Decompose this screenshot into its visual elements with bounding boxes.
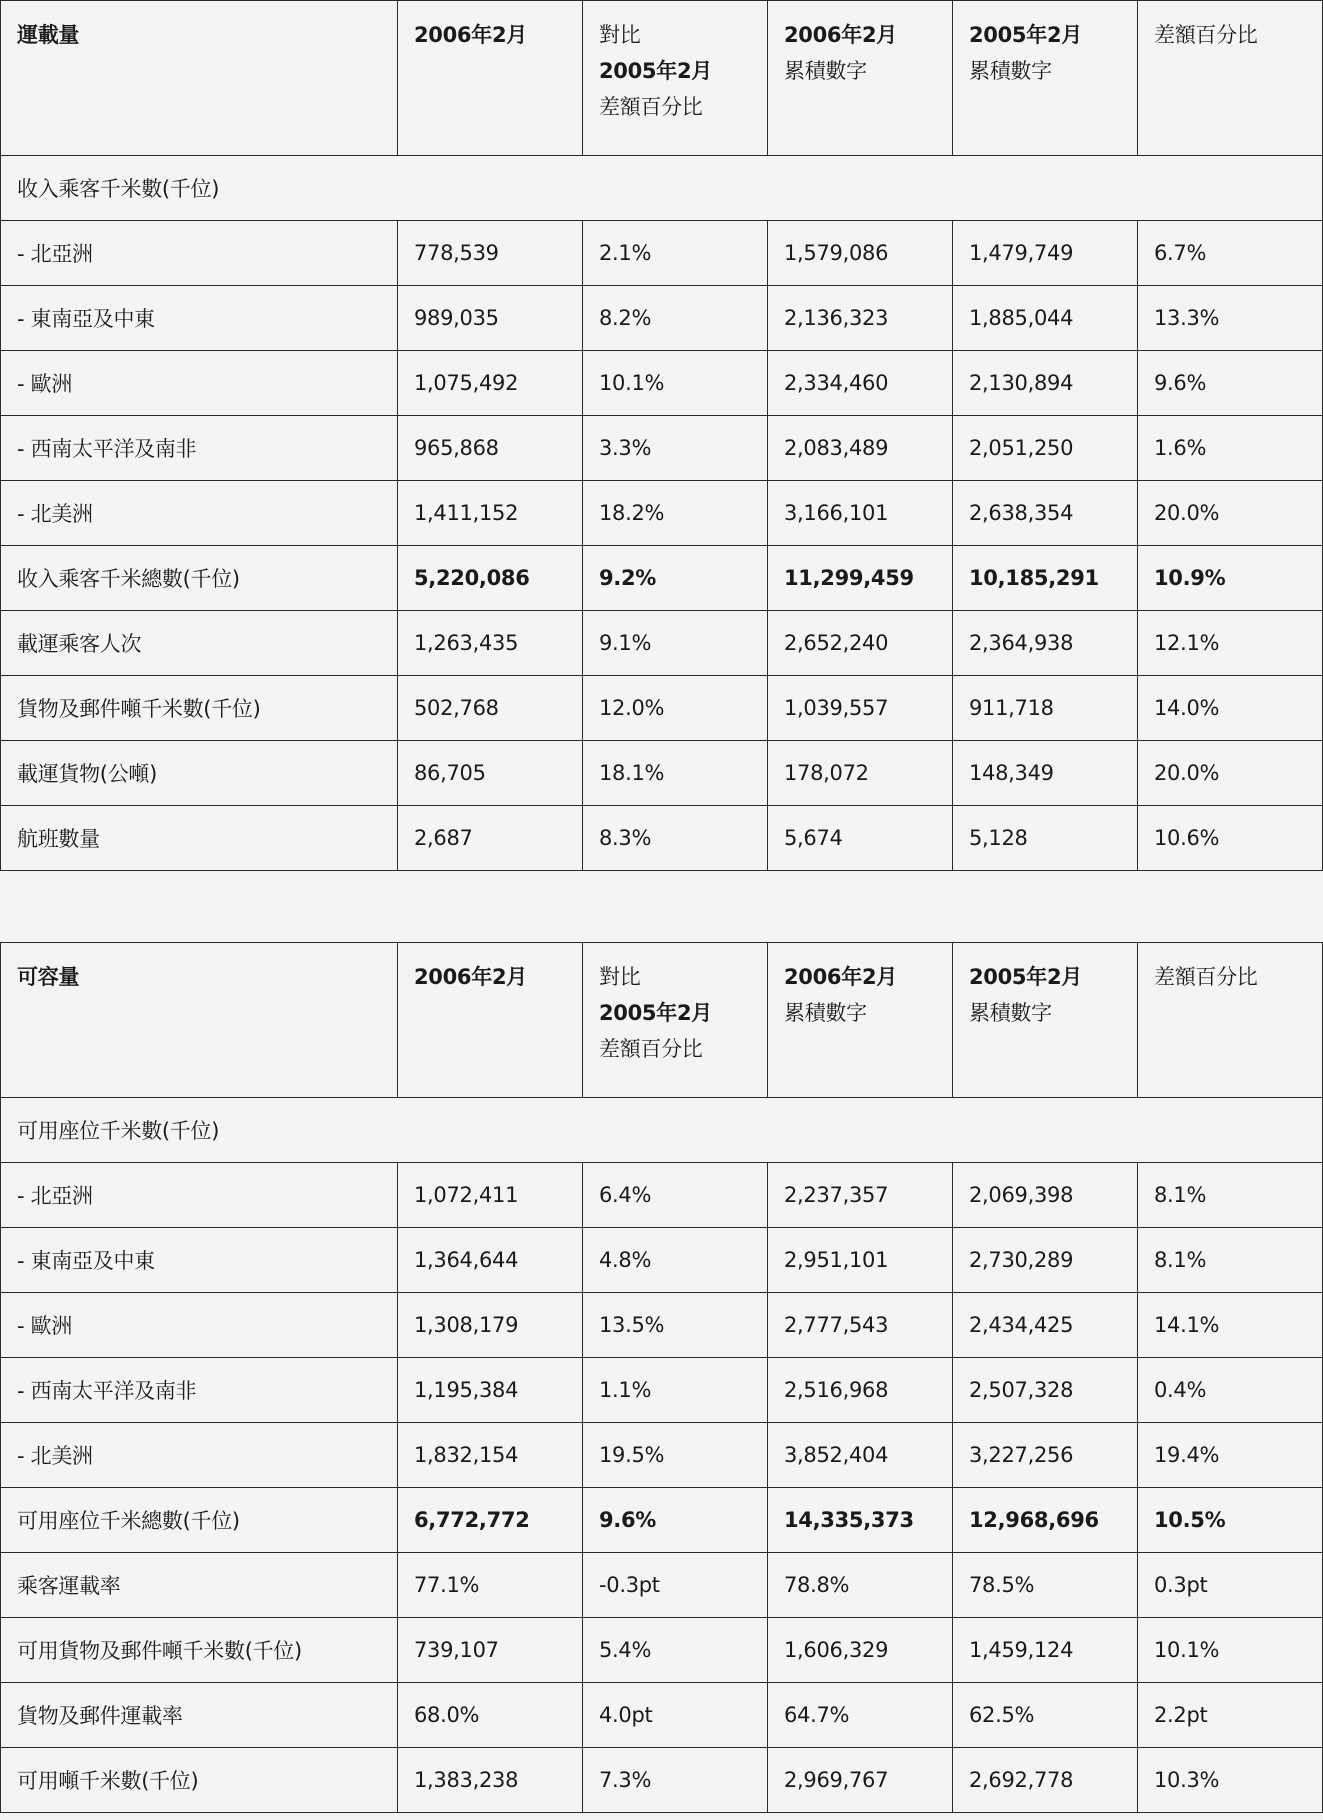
header-col2 <box>583 1 768 156</box>
row-label: 乘客運載率 <box>1 1553 398 1618</box>
header-line: 2006年2月 <box>784 23 897 47</box>
row-value: 3,166,101 <box>768 481 953 546</box>
row-value: 2,730,289 <box>953 1228 1138 1293</box>
header-line: 2006年2月 <box>784 965 897 989</box>
header-line: 2005年2月 <box>599 1001 712 1025</box>
table-row <box>1 1553 1323 1618</box>
row-value: 1,885,044 <box>953 286 1138 351</box>
header-label: 運載量 <box>1 1 398 156</box>
row-value: 6.4% <box>583 1163 768 1228</box>
table-row <box>1 741 1323 806</box>
row-value: 2,687 <box>398 806 583 871</box>
row-label: - 歐洲 <box>1 351 398 416</box>
header-line: 累積數字 <box>969 59 1052 83</box>
row-value: 5,220,086 <box>398 546 583 611</box>
row-value: -0.3pt <box>583 1553 768 1618</box>
row-value: 911,718 <box>953 676 1138 741</box>
row-value: 10.9% <box>1138 546 1323 611</box>
header-line: 差額百分比 <box>599 1037 703 1061</box>
row-label: 可用座位千米總數(千位) <box>1 1488 398 1553</box>
row-label: 載運乘客人次 <box>1 611 398 676</box>
header-col1: 2006年2月 <box>398 1 583 156</box>
row-value: 14.0% <box>1138 676 1323 741</box>
table-row <box>1 416 1323 481</box>
row-label: 貨物及郵件運載率 <box>1 1683 398 1748</box>
row-value: 10.6% <box>1138 806 1323 871</box>
row-value: 5.4% <box>583 1618 768 1683</box>
row-value: 1,832,154 <box>398 1423 583 1488</box>
table-row <box>1 1488 1323 1553</box>
header-col2 <box>583 943 768 1098</box>
row-value: 1,075,492 <box>398 351 583 416</box>
row-value: 12,968,696 <box>953 1488 1138 1553</box>
header-col4 <box>953 1 1138 156</box>
table-row <box>1 1228 1323 1293</box>
row-value: 62.5% <box>953 1683 1138 1748</box>
row-value: 10.1% <box>583 351 768 416</box>
row-label: 載運貨物(公噸) <box>1 741 398 806</box>
row-value: 2,083,489 <box>768 416 953 481</box>
row-value: 64.7% <box>768 1683 953 1748</box>
header-col3 <box>768 1 953 156</box>
header-line: 差額百分比 <box>599 95 703 119</box>
row-value: 7.3% <box>583 1748 768 1813</box>
row-value: 2,237,357 <box>768 1163 953 1228</box>
row-value: 78.5% <box>953 1553 1138 1618</box>
row-value: 2,516,968 <box>768 1358 953 1423</box>
table-row <box>1 286 1323 351</box>
row-value: 8.1% <box>1138 1163 1323 1228</box>
row-value: 6.7% <box>1138 221 1323 286</box>
row-value: 739,107 <box>398 1618 583 1683</box>
row-value: 18.2% <box>583 481 768 546</box>
row-label: 可用噸千米數(千位) <box>1 1748 398 1813</box>
row-label: - 北美洲 <box>1 1423 398 1488</box>
row-value: 1,479,749 <box>953 221 1138 286</box>
row-value: 1,308,179 <box>398 1293 583 1358</box>
row-value: 10,185,291 <box>953 546 1138 611</box>
header-row <box>1 1 1323 156</box>
header-label: 可容量 <box>1 943 398 1098</box>
row-label: - 北亞洲 <box>1 221 398 286</box>
row-value: 2,507,328 <box>953 1358 1138 1423</box>
row-label: - 西南太平洋及南非 <box>1 416 398 481</box>
row-value: 1.6% <box>1138 416 1323 481</box>
header-col5: 差額百分比 <box>1138 943 1323 1098</box>
row-value: 18.1% <box>583 741 768 806</box>
row-label: 可用貨物及郵件噸千米數(千位) <box>1 1618 398 1683</box>
row-value: 2,130,894 <box>953 351 1138 416</box>
row-value: 2,434,425 <box>953 1293 1138 1358</box>
row-value: 9.1% <box>583 611 768 676</box>
row-value: 1,072,411 <box>398 1163 583 1228</box>
row-value: 12.0% <box>583 676 768 741</box>
row-value: 3.3% <box>583 416 768 481</box>
row-value: 68.0% <box>398 1683 583 1748</box>
table-row <box>1 806 1323 871</box>
row-value: 502,768 <box>398 676 583 741</box>
row-value: 2,136,323 <box>768 286 953 351</box>
traffic-table <box>0 0 1323 871</box>
section-title: 收入乘客千米數(千位) <box>1 156 1323 221</box>
row-value: 178,072 <box>768 741 953 806</box>
row-value: 5,128 <box>953 806 1138 871</box>
row-value: 2,777,543 <box>768 1293 953 1358</box>
row-value: 13.3% <box>1138 286 1323 351</box>
table-row <box>1 1293 1323 1358</box>
row-value: 10.5% <box>1138 1488 1323 1553</box>
row-value: 13.5% <box>583 1293 768 1358</box>
row-label: 航班數量 <box>1 806 398 871</box>
header-line: 2005年2月 <box>969 965 1082 989</box>
row-value: 14,335,373 <box>768 1488 953 1553</box>
row-value: 2.1% <box>583 221 768 286</box>
row-value: 1,606,329 <box>768 1618 953 1683</box>
table-row <box>1 611 1323 676</box>
capacity-table <box>0 942 1323 1813</box>
row-value: 148,349 <box>953 741 1138 806</box>
row-value: 1,195,384 <box>398 1358 583 1423</box>
header-row <box>1 943 1323 1098</box>
row-value: 1,364,644 <box>398 1228 583 1293</box>
header-line: 2005年2月 <box>599 59 712 83</box>
header-col5: 差額百分比 <box>1138 1 1323 156</box>
row-value: 989,035 <box>398 286 583 351</box>
section-title: 可用座位千米數(千位) <box>1 1098 1323 1163</box>
row-value: 1,039,557 <box>768 676 953 741</box>
row-value: 1.1% <box>583 1358 768 1423</box>
row-value: 12.1% <box>1138 611 1323 676</box>
row-value: 2,051,250 <box>953 416 1138 481</box>
row-label: - 西南太平洋及南非 <box>1 1358 398 1423</box>
row-label: 貨物及郵件噸千米數(千位) <box>1 676 398 741</box>
row-label: 收入乘客千米總數(千位) <box>1 546 398 611</box>
header-line: 對比 <box>599 965 641 989</box>
row-value: 9.6% <box>583 1488 768 1553</box>
row-value: 2,638,354 <box>953 481 1138 546</box>
row-value: 86,705 <box>398 741 583 806</box>
header-line: 對比 <box>599 23 641 47</box>
row-value: 2.2pt <box>1138 1683 1323 1748</box>
row-label: - 東南亞及中東 <box>1 286 398 351</box>
row-value: 1,383,238 <box>398 1748 583 1813</box>
row-value: 1,263,435 <box>398 611 583 676</box>
header-line: 2005年2月 <box>969 23 1082 47</box>
section-row <box>1 156 1323 221</box>
row-value: 2,692,778 <box>953 1748 1138 1813</box>
table-row <box>1 1423 1323 1488</box>
row-value: 8.1% <box>1138 1228 1323 1293</box>
header-col3 <box>768 943 953 1098</box>
row-label: - 東南亞及中東 <box>1 1228 398 1293</box>
row-value: 19.4% <box>1138 1423 1323 1488</box>
row-value: 778,539 <box>398 221 583 286</box>
row-value: 4.0pt <box>583 1683 768 1748</box>
row-value: 1,579,086 <box>768 221 953 286</box>
table-row <box>1 1163 1323 1228</box>
row-value: 0.3pt <box>1138 1553 1323 1618</box>
row-value: 2,951,101 <box>768 1228 953 1293</box>
row-value: 8.3% <box>583 806 768 871</box>
row-value: 965,868 <box>398 416 583 481</box>
table-row <box>1 221 1323 286</box>
table-row <box>1 676 1323 741</box>
row-value: 2,364,938 <box>953 611 1138 676</box>
row-label: - 歐洲 <box>1 1293 398 1358</box>
row-value: 2,069,398 <box>953 1163 1138 1228</box>
row-value: 9.2% <box>583 546 768 611</box>
table-row <box>1 481 1323 546</box>
row-value: 77.1% <box>398 1553 583 1618</box>
row-value: 20.0% <box>1138 741 1323 806</box>
row-value: 2,969,767 <box>768 1748 953 1813</box>
row-value: 2,334,460 <box>768 351 953 416</box>
table-row <box>1 1683 1323 1748</box>
row-value: 1,459,124 <box>953 1618 1138 1683</box>
row-label: - 北亞洲 <box>1 1163 398 1228</box>
section-row <box>1 1098 1323 1163</box>
header-col4 <box>953 943 1138 1098</box>
row-value: 1,411,152 <box>398 481 583 546</box>
row-value: 3,227,256 <box>953 1423 1138 1488</box>
row-value: 78.8% <box>768 1553 953 1618</box>
row-label: - 北美洲 <box>1 481 398 546</box>
row-value: 3,852,404 <box>768 1423 953 1488</box>
row-value: 9.6% <box>1138 351 1323 416</box>
row-value: 11,299,459 <box>768 546 953 611</box>
header-col1: 2006年2月 <box>398 943 583 1098</box>
row-value: 5,674 <box>768 806 953 871</box>
header-line: 累積數字 <box>784 1001 867 1025</box>
table-row <box>1 1748 1323 1813</box>
row-value: 4.8% <box>583 1228 768 1293</box>
row-value: 10.3% <box>1138 1748 1323 1813</box>
table-row <box>1 546 1323 611</box>
table-row <box>1 1618 1323 1683</box>
row-value: 0.4% <box>1138 1358 1323 1423</box>
row-value: 20.0% <box>1138 481 1323 546</box>
table-row <box>1 351 1323 416</box>
header-line: 累積數字 <box>969 1001 1052 1025</box>
row-value: 8.2% <box>583 286 768 351</box>
row-value: 10.1% <box>1138 1618 1323 1683</box>
table-row <box>1 1358 1323 1423</box>
row-value: 19.5% <box>583 1423 768 1488</box>
row-value: 14.1% <box>1138 1293 1323 1358</box>
row-value: 6,772,772 <box>398 1488 583 1553</box>
row-value: 2,652,240 <box>768 611 953 676</box>
header-line: 累積數字 <box>784 59 867 83</box>
